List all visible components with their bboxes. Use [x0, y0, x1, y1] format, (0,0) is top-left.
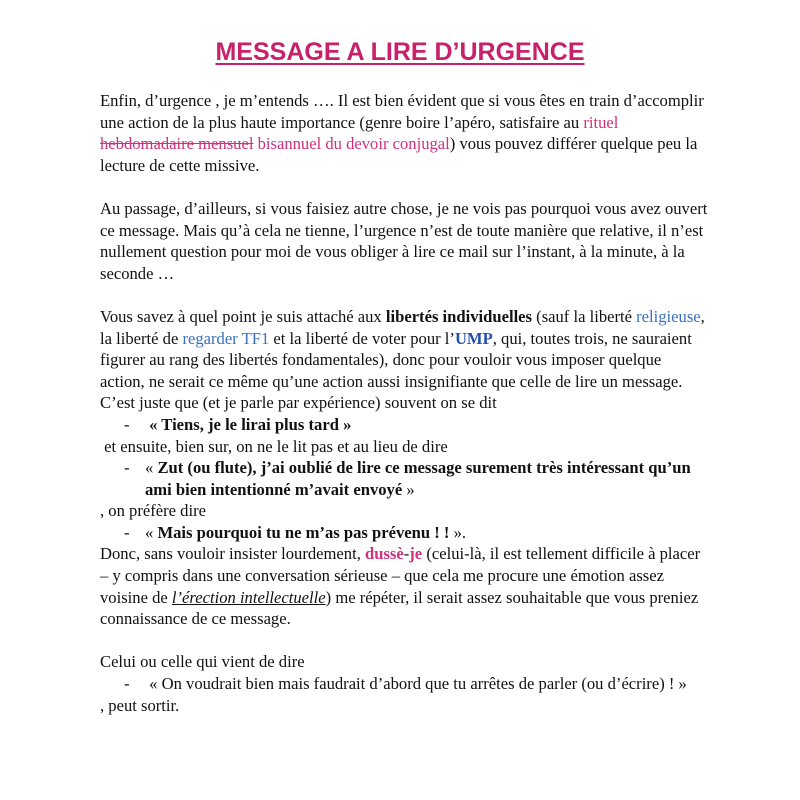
- bullet-1-text: « Tiens, je le lirai plus tard »: [149, 414, 352, 434]
- je-text: je: [409, 544, 423, 564]
- p3-text-d: et la liberté de voter pour l’: [269, 328, 455, 348]
- bullet-2-open: «: [145, 458, 158, 478]
- paragraph-4: C’est juste que (et je parle par expérience) souvent on se dit: [100, 393, 497, 413]
- struck-text: hebdomadaire mensuel: [100, 134, 254, 154]
- tf1-text: regarder TF1: [182, 328, 270, 348]
- bullet-dash: -: [124, 674, 130, 694]
- libertes-text: libertés individuelles: [385, 306, 533, 326]
- p3-text-c: , la liberté de: [100, 306, 705, 348]
- bullet-1: [100, 414, 710, 436]
- paragraph-7: [100, 543, 710, 629]
- p7-text-a: Donc, sans vouloir insister lourdement,: [100, 544, 365, 564]
- p3-text-b: (sauf la liberté: [532, 306, 637, 326]
- paragraph-1: [100, 90, 710, 176]
- bullet-4: [100, 673, 710, 695]
- p7-text-b: (celui-là, il est tellement difficile à placer – y compris dans une conversation sérieuse – que cela me procure une émotion assez voisine de: [100, 544, 701, 607]
- dusse-text: dussè: [365, 544, 404, 564]
- bullet-2-text: Zut (ou flute), j’ai oublié de lire ce message surement très intéressant qu’un ami bien intentionné m’avait envoyé: [145, 458, 691, 499]
- paragraph-6: , on préfère dire: [100, 501, 206, 521]
- p3-text-e: , qui, toutes trois, ne sauraient figurer au rang des libertés fondamentales), donc pour vouloir vous imposer quelque action, ne serait ce même qu’une action aussi insignifiante que celle de lire un message.: [100, 328, 692, 391]
- bullet-dash: -: [124, 458, 130, 478]
- p7-text-c: ) me répéter, il serait assez souhaitable que vous preniez connaissance de ce message.: [100, 587, 699, 629]
- document-title: [0, 38, 800, 67]
- paragraph-2: Au passage, d’ailleurs, si vous faisiez autre chose, je ne vois pas pourquoi vous avez ouvert ce message. Mais qu’à cela ne tienne, l’urgence n’est de toute manière que relative, il n’est nullement question pour moi de vous obliger à lire ce mail sur l’instant, à la minute, à la seconde …: [100, 198, 708, 283]
- rituel-text: rituel: [583, 112, 619, 132]
- bullet-dash: -: [124, 414, 130, 434]
- p3-text-a: Vous savez à quel point je suis attaché aux: [100, 306, 386, 326]
- paragraph-9: , peut sortir.: [100, 695, 180, 715]
- title-text: MESSAGE A LIRE D’URGENCE: [215, 38, 585, 66]
- bullet-2: [100, 457, 710, 500]
- bullet-dash: -: [124, 522, 130, 542]
- p1-text-b: ) vous pouvez différer quelque peu la lecture de cette missive.: [100, 134, 698, 175]
- bullet-3-open: «: [145, 522, 158, 542]
- bullet-3: [100, 522, 710, 544]
- erection-text: l’érection intellectuelle: [171, 587, 326, 607]
- paragraph-8: Celui ou celle qui vient de dire: [100, 652, 305, 672]
- religieuse-text: religieuse: [636, 306, 701, 326]
- bullet-4-text: « On voudrait bien mais faudrait d’abord que tu arrêtes de parler (ou d’écrire) ! »: [149, 674, 687, 694]
- bullet-2-close: »: [402, 479, 415, 499]
- p1-text-a: Enfin, d’urgence , je m’entends …. Il est bien évident que si vous êtes en train d’accomplir une action de la plus haute importance (genre boire l’apéro, satisfaire au: [100, 91, 704, 132]
- dusse-dash: -: [403, 544, 410, 564]
- bullet-3-text: Mais pourquoi tu ne m’as pas prévenu ! !: [157, 522, 450, 542]
- bullet-3-close: ».: [449, 522, 467, 542]
- paragraph-5: et ensuite, bien sur, on ne le lit pas et au lieu de dire: [100, 436, 448, 456]
- bisannuel-text: bisannuel du devoir conjugal: [257, 134, 450, 154]
- document-body: [100, 90, 710, 716]
- ump-text: UMP: [454, 328, 493, 348]
- paragraph-3: [100, 306, 710, 392]
